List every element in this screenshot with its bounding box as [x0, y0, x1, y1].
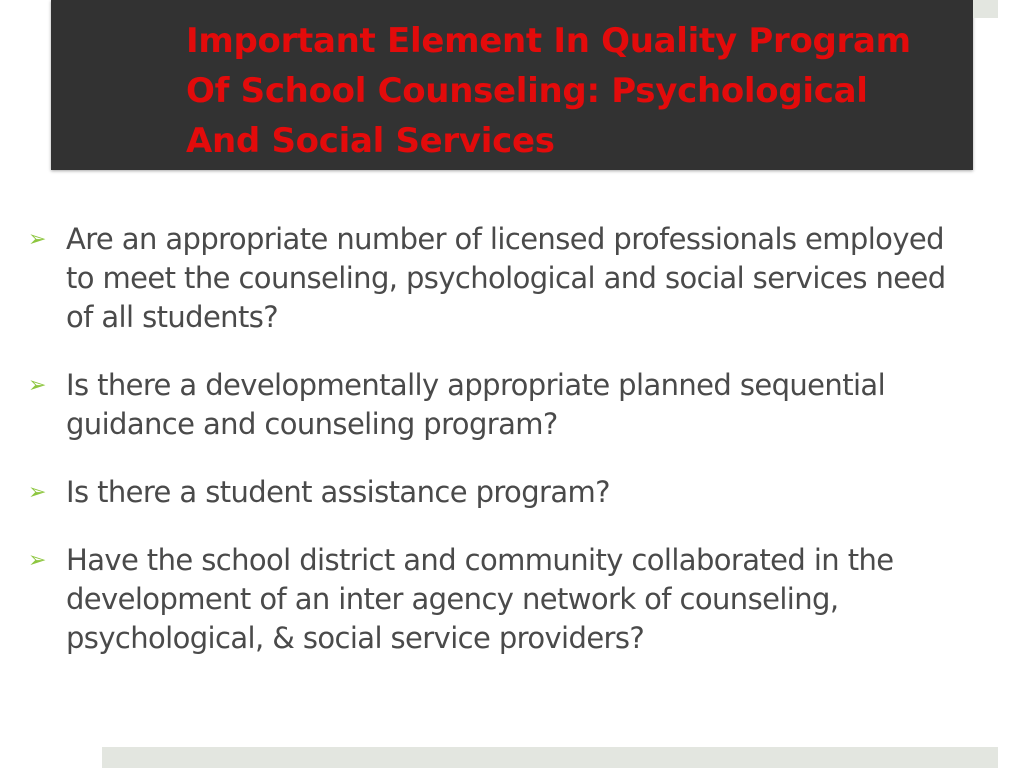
arrowhead-bullet-icon: ➢ — [28, 373, 46, 398]
arrowhead-bullet-icon: ➢ — [28, 548, 46, 573]
bullet-item — [28, 541, 978, 658]
bullet-text: Are an appropriate number of licensed professionals employed to meet the counseling, psychological and social services need of all students? — [66, 222, 946, 334]
bullet-text: Is there a student assistance program? — [66, 475, 610, 509]
bullet-list — [28, 220, 978, 687]
bullet-item — [28, 220, 978, 337]
bullet-item — [28, 473, 978, 512]
bullet-text: Is there a developmentally appropriate planned sequential guidance and counseling program? — [66, 368, 886, 441]
corner-accent — [973, 0, 998, 18]
slide-title: Important Element In Quality Program Of School Counseling: Psychological And Social Services — [186, 21, 911, 161]
bullet-text: Have the school district and community collaborated in the development of an inter agency network of counseling, psychological, & social service providers? — [66, 543, 894, 655]
footer-bar — [102, 747, 998, 768]
arrowhead-bullet-icon: ➢ — [28, 480, 46, 505]
bullet-item — [28, 366, 978, 444]
arrowhead-bullet-icon: ➢ — [28, 227, 46, 252]
